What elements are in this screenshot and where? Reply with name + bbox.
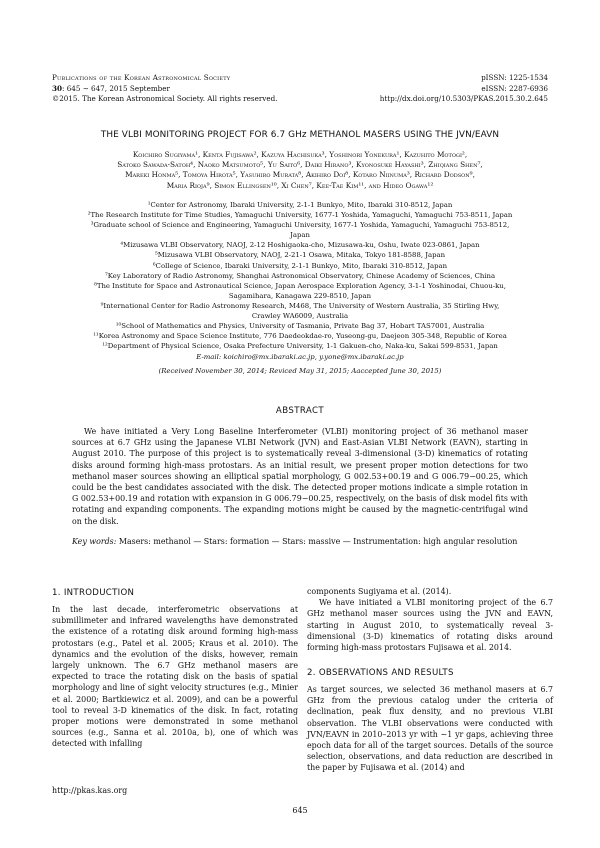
author-line: Mareki Honma⁵, Tomoya Hirota⁵, Yasuhiro Murata⁸, Akihiro Doi⁸, Kotaro Niinuma³, Richard Dodson⁹, (125, 170, 475, 180)
left-column (52, 604, 298, 750)
volume-pages: : 645 ∼ 647, 2015 September (62, 83, 170, 93)
affiliation-line: ¹Center for Astronomy, Ibaraki University, 2-1-1 Bunkyo, Mito, Ibaraki 310-8512, Japan (147, 201, 453, 209)
affiliation-line: Japan (290, 231, 310, 240)
observations-paragraph: As target sources, we selected 36 methanol masers at 6.7 GHz from the previous catalog under the criteria of declination, peak flux density, and no previous VLBI observation. The VLBI observations were conducted with JVN/EAVN in 2010–2013 yr with ∼1 yr gaps, achieving three epoch data for all of the target sources. Details of the source selection, observations, and data reduction are described in the paper by Fujisawa et al. (2014) and (307, 685, 553, 773)
pissn: pISSN: 1225-1534 (481, 73, 548, 82)
right-column-obs (307, 684, 553, 774)
affiliation-line: ³Graduate school of Science and Engineering, Yamaguchi University, 1677-1 Yoshida, Yamaguchi, Yamaguchi 753-8512, (90, 221, 510, 230)
affiliation-line: ²The Research Institute for Time Studies, Yamaguchi University, 1677-1 Yoshida, Yamaguchi, Yamaguchi 753-8511, Japan (87, 211, 513, 220)
affiliation-line: Sagamihara, Kanagawa 229-8510, Japan (228, 291, 372, 300)
intro-heading: 1. INTRODUCTION (52, 588, 135, 598)
doi-link[interactable]: http://dx.doi.org/10.5303/PKAS.2015.30.2.645 (379, 94, 548, 103)
received-dates: (Received November 30, 2014; Reviced May 31, 2015; Aaccepted June 30, 2015) (158, 367, 442, 375)
affiliation-line: ¹⁰School of Mathematics and Physics, University of Tasmania, Private Bag 37, Hobart TAS7001, Australia (115, 322, 485, 331)
affiliation-line: ⁹International Center for Radio Astronomy Research, M468, The University of Western Australia, 35 Stirling Hwy, (100, 301, 500, 310)
keywords-label: Key words: (72, 537, 117, 546)
affiliation-line: ⁸The Institute for Space and Astronautical Science, Japan Aerospace Exploration Agency, 3-1-1 Yoshinodai, Chuou-ku, (94, 281, 506, 290)
affiliation-line: ¹²Department of Physical Science, Osaka Prefecture University, 1-1 Gakuen-cho, Naka-ku, Sakai 599-8531, Japan (102, 342, 498, 351)
page-number: 645 (292, 806, 308, 815)
intro-paragraph: In the last decade, interferometric observations at submillimeter and infrared wavelengths have demonstrated the existence of a rotating disk around forming high-mass protostars (e.g., Patel et al. 2005; Kraus et al. 2010). The dynamics and the evolution of the disks, however, remain largely unknown. The 6.7 GHz methanol masers are expected to trace the rotating disk on the basis of spatial morphology and line of sight velocity structures (e.g., Minier et al. 2000; Bartkiewicz et al. 2009), and can be a powerful tool to reveal 3-D kinematics of the disk. In fact, rotating proper motions were demonstrated in some methanol sources (e.g., Sanna et al. 2010a, b), one of which was detected with infalling (52, 605, 298, 749)
issn-header (380, 73, 548, 105)
affiliation-line: Crawley WA6009, Australia (251, 312, 349, 321)
author-line: Maria Rioja⁹, Simon Ellingsen¹⁰, Xi Chen⁷, Kee-Tae Kim¹¹, and Hideo Ogawa¹² (166, 180, 434, 190)
abstract-text: We have initiated a Very Long Baseline Interferometer (VLBI) monitoring project of 36 methanol maser sources at 6.7 GHz using the Japanese VLBI Network (JVN) and East-Asian VLBI Network (EAVN), starting in August 2010. The purpose of this project is to systematically reveal 3-dimensional (3-D) kinematics of rotating disks around forming high-mass protostars. As an initial result, we present proper motion detections for two methanol maser sources showing an elliptical spatial morphology, G 002.53+00.19 and G 006.79−00.25, which could be the best candidates associated with the disk. The detected proper motions indicate a simple rotation in G 002.53+00.19 and rotation with expansion in G 006.79−00.25, respectively, on the basis of disk model fits with rotating and expanding components. The expanding motions might be caused by the magnetic-centrifugal wind on the disk. (72, 427, 528, 526)
affiliation-line: ⁵Mizusawa VLBI Observatory, NAOJ, 2-21-1 Osawa, Mitaka, Tokyo 181-8588, Japan (154, 251, 446, 260)
intro-paragraph-2: We have initiated a VLBI monitoring project of the 6.7 GHz methanol maser sources using the JVN and EAVN, starting in August 2010, to systematically reveal 3-dimensional (3-D) kinematics of rotating disks around forming high-mass protostars Fujisawa et al. 2014. (307, 598, 553, 653)
journal-name: Publications of the Korean Astronomical Society (52, 73, 231, 82)
abstract-heading: ABSTRACT (275, 406, 325, 416)
volume-info (52, 84, 277, 95)
intro-continuation: components Sugiyama et al. (2014). (307, 587, 452, 596)
paper-title: THE VLBI MONITORING PROJECT FOR 6.7 GHz METHANOL MASERS USING THE JVN/EAVN (100, 130, 500, 140)
observations-heading: 2. OBSERVATIONS AND RESULTS (307, 668, 454, 678)
journal-header (52, 73, 277, 105)
author-line: Koichiro Sugiyama¹, Kenta Fujisawa², Kazuya Hachisuka³, Yoshinori Yonekura¹, Kazuhito Motogi², (132, 150, 468, 159)
eissn: eISSN: 2287-6936 (481, 83, 548, 93)
affiliation-line: ⁶College of Science, Ibaraki University, 2-1-1 Bunkyo, Mito, Ibaraki 310-8512, Japan (152, 261, 448, 270)
affiliation-list (50, 200, 550, 351)
affiliation-line: ⁷Key Laboratory of Radio Astronomy, Shanghai Astronomical Observatory, Chinese Academy of Sciences, China (104, 271, 496, 280)
author-list (58, 150, 542, 191)
copyright: ©2015. The Korean Astronomical Society. All rights reserved. (52, 94, 278, 103)
volume-number: 30 (52, 83, 63, 93)
contact-email: E-mail: koichiro@mx.ibaraki.ac.jp, y.yone@mx.ibaraki.ac.jp (196, 353, 404, 361)
author-line: Satoko Sawada-Satoh⁴, Naoko Matsumoto⁵, Yu Saito⁶, Daiki Hirano³, Kyonosuke Hayashi³, Zhiqiang Shen⁷, (117, 160, 483, 170)
right-column-top (307, 586, 553, 653)
keywords-list: Masers: methanol — Stars: formation — Stars: massive — Instrumentation: high angular resolution (116, 537, 518, 546)
affiliation-line: ¹¹Korea Astronomy and Space Science Institute, 776 Daedeokdae-ro, Yuseong-gu, Daejeon 305-348, Republic of Korea (93, 332, 507, 341)
keywords (72, 536, 528, 547)
affiliation-line: ⁴Mizusawa VLBI Observatory, NAOJ, 2-12 Hoshigaoka-cho, Mizusawa-ku, Oshu, Iwate 023-0861, Japan (120, 241, 480, 250)
footer-url[interactable]: http://pkas.kas.org (52, 786, 128, 795)
